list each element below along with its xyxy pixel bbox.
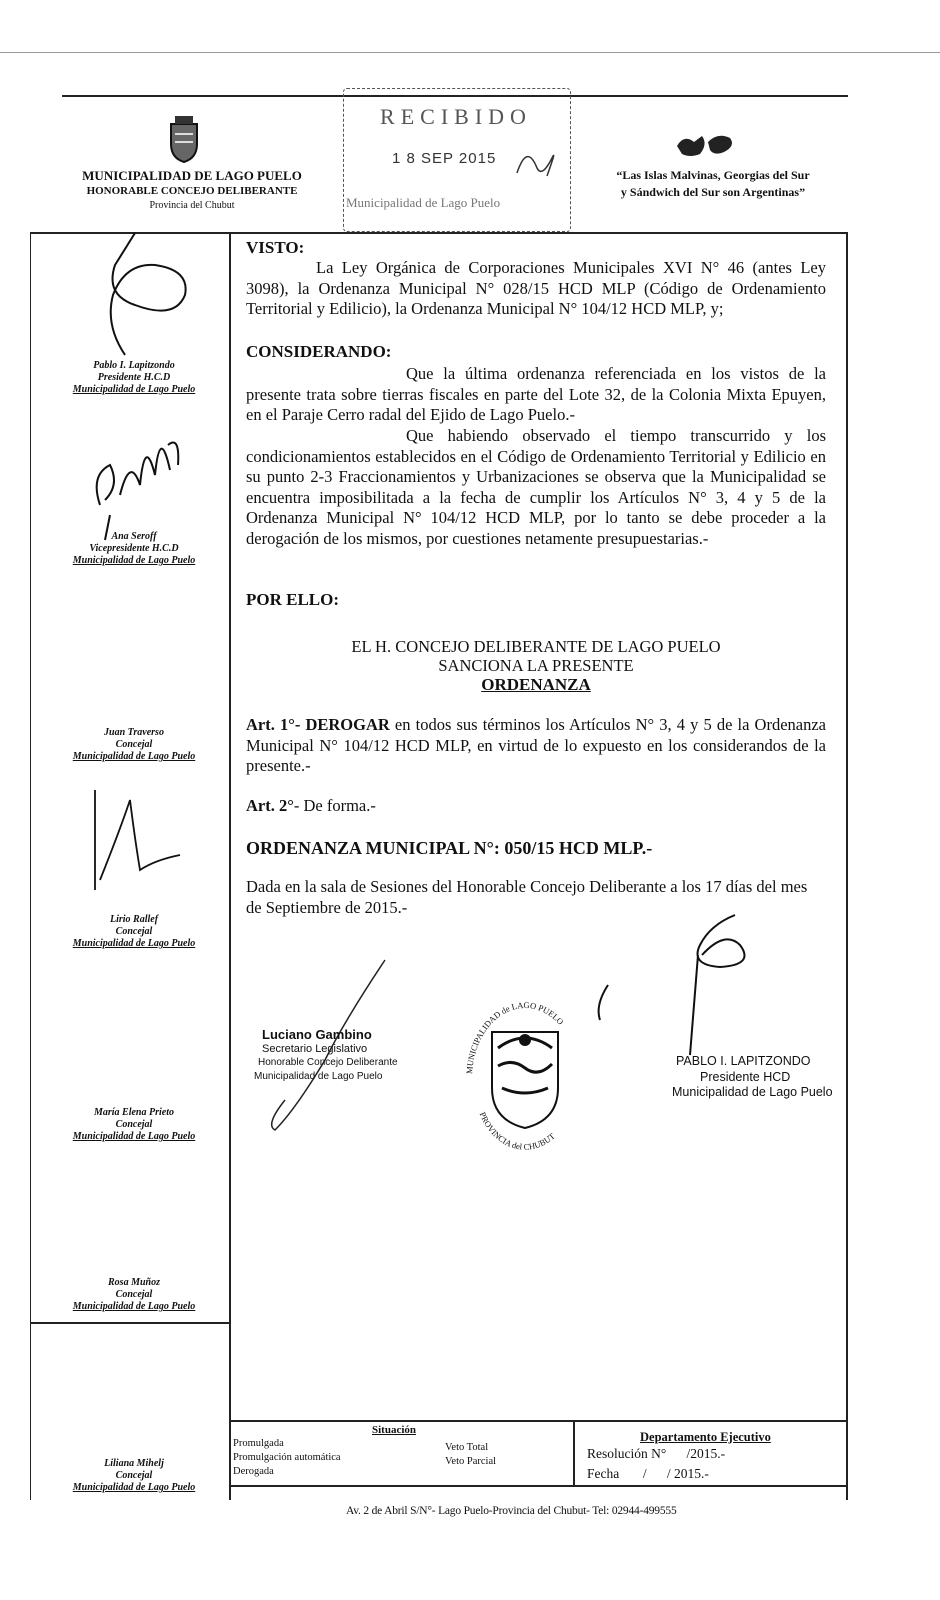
- considerando-heading: CONSIDERANDO:: [246, 342, 392, 361]
- footer-top-rule: [230, 1420, 848, 1422]
- sidebar-right-rule: [229, 232, 231, 1500]
- council-name: HONORABLE CONCEJO DELIBERANTE: [86, 185, 298, 197]
- ordinance-number: ORDENANZA MUNICIPAL N°: 050/15 HCD MLP.-: [246, 838, 653, 858]
- motto-line-1: “Las Islas Malvinas, Georgias del Sur: [616, 168, 810, 182]
- resolucion-line: Resolución N° /2015.-: [587, 1446, 726, 1461]
- situacion-veto-total: Veto Total: [445, 1442, 489, 1453]
- municipal-seal-icon: [462, 988, 588, 1164]
- situacion-derogada: Derogada: [233, 1466, 274, 1477]
- sidebar-signer-3: Juan Traverso Concejal Municipalidad de Lago Puelo: [72, 727, 196, 762]
- footer-bottom-rule: [230, 1485, 848, 1487]
- article-1-label: Art. 1°- DEROGAR: [246, 715, 390, 734]
- article-1-text: en todos sus términos los Artículos N° 3, 4 y 5 de la Ordenanza Municipal N° 104/12 HCD MLP, en virtud de lo expuesto en los considerandos de la presente.-: [246, 715, 826, 775]
- secretary-name: Luciano Gambino: [262, 1027, 372, 1042]
- secretary-org-1: Honorable Concejo Deliberante: [258, 1057, 398, 1068]
- considerando-p2: Que habiendo observado el tiempo transcurrido y los condicionamientos establecidos en el Código de Ordenamiento Territorial y Edilicio en su punto 2-3 Fraccionamientos y Urbanizaciones se observa que la Municipalidad se encuentra imposibilitada a la fecha de cumplir los Artículos N° 3, 4 y 5 de la Ordenanza Municipal N° 104/12 HCD MLP, por lo tanto se debe proceder a la derogación de los mismos, por cuestiones netamente presupuestarias.-: [246, 426, 826, 548]
- sidebar-divider: [30, 1322, 230, 1324]
- stamp-label: RECIBIDO: [380, 104, 532, 129]
- situacion-promulgada: Promulgada: [233, 1438, 284, 1449]
- sidebar-signer-4: Lirio Rallef Concejal Municipalidad de Lago Puelo: [72, 914, 196, 949]
- coat-of-arms-icon: [165, 114, 203, 164]
- signature-lapitzondo-scribble: [95, 225, 195, 365]
- president-org: Municipalidad de Lago Puelo: [672, 1085, 833, 1099]
- stamp-initials-scribble: [512, 138, 562, 188]
- municipality-name: MUNICIPALIDAD DE LAGO PUELO: [82, 168, 302, 183]
- sanciona-line-1: EL H. CONCEJO DELIBERANTE DE LAGO PUELO: [351, 637, 721, 656]
- situacion-veto-parcial: Veto Parcial: [445, 1456, 497, 1467]
- situacion-promulgacion-auto: Promulgación automática: [233, 1452, 341, 1463]
- sidebar-signer-6: Rosa Muñoz Concejal Municipalidad de Lago Puelo: [72, 1277, 196, 1312]
- seal-bottom-text: PROVINCIA del CHUBUT: [477, 1110, 557, 1152]
- considerando-p1: Que la última ordenanza referenciada en los vistos de la presente trata sobre tierras fiscales en parte del Lote 32, de la Colonia Mixta Epuyen, en el Paraje Cerro radal del Ejido de Lago Puelo.-: [246, 364, 826, 424]
- president-name: PABLO I. LAPITZONDO: [676, 1054, 811, 1068]
- frame-right-rule: [846, 232, 848, 1500]
- footer-middle-divider: [573, 1420, 575, 1485]
- sanciona-line-2: SANCIONA LA PRESENTE: [438, 656, 634, 675]
- president-role: Presidente HCD: [700, 1070, 791, 1084]
- ordenanza-title: ORDENANZA: [481, 675, 591, 694]
- visto-heading: VISTO:: [246, 238, 305, 257]
- secretary-org-2: Municipalidad de Lago Puelo: [254, 1071, 383, 1082]
- sidebar-signer-2: Ana Seroff Vicepresidente H.C.D Municipalidad de Lago Puelo: [72, 531, 196, 566]
- sidebar-left-rule: [30, 232, 31, 1500]
- sidebar-signer-1: Pablo I. Lapitzondo Presidente H.C.D Municipalidad de Lago Puelo: [72, 360, 196, 395]
- motto-line-2: y Sándwich del Sur son Argentinas”: [620, 185, 806, 199]
- secretary-role: Secretario Legislativo: [262, 1043, 368, 1055]
- stamp-entity: Municipalidad de Lago Puelo: [346, 195, 501, 210]
- scan-edge-line: [0, 52, 940, 53]
- article-2: [246, 796, 826, 817]
- signature-rallef-scribble: [80, 770, 190, 900]
- stamp-date: 1 8 SEP 2015: [392, 150, 497, 167]
- province-name: Provincia del Chubut: [149, 200, 235, 211]
- article-2-text: - De forma.-: [293, 796, 376, 815]
- sidebar-signer-5: María Elena Prieto Concejal Municipalidad de Lago Puelo: [72, 1107, 196, 1142]
- fecha-line: Fecha / / 2015.-: [587, 1466, 709, 1481]
- situacion-title: Situación: [372, 1424, 417, 1436]
- signature-seroff-scribble: [80, 415, 200, 535]
- footer-address: Av. 2 de Abril S/N°- Lago Puelo-Provincia del Chubut- Tel: 02944-499555: [346, 1505, 677, 1517]
- por-ello-heading: POR ELLO:: [246, 590, 340, 609]
- visto-text: La Ley Orgánica de Corporaciones Municipales XVI N° 46 (antes Ley 3098), la Ordenanza Municipal N° 028/15 HCD MLP (Código de Ordenamiento Territorial y Edilicio), la Ordenanza Municipal N° 104/12 HCD MLP, y;: [246, 258, 826, 318]
- article-1: [246, 715, 826, 777]
- article-2-label: Art. 2°: [246, 796, 294, 815]
- malvinas-map-icon: [672, 126, 742, 166]
- dada-text: Dada en la sala de Sesiones del Honorable Concejo Deliberante a los 17 días del mes de Septiembre de 2015.-: [246, 877, 808, 917]
- seal-top-text: MUNICIPALIDAD de LAGO PUELO: [464, 999, 566, 1075]
- svg-text:PROVINCIA del CHUBUT: [478, 1111, 558, 1152]
- dept-ejecutivo-title: Departamento Ejecutivo: [640, 1430, 771, 1444]
- sidebar-signer-7: Liliana Mihelj Concejal Municipalidad de Lago Puelo: [72, 1458, 196, 1493]
